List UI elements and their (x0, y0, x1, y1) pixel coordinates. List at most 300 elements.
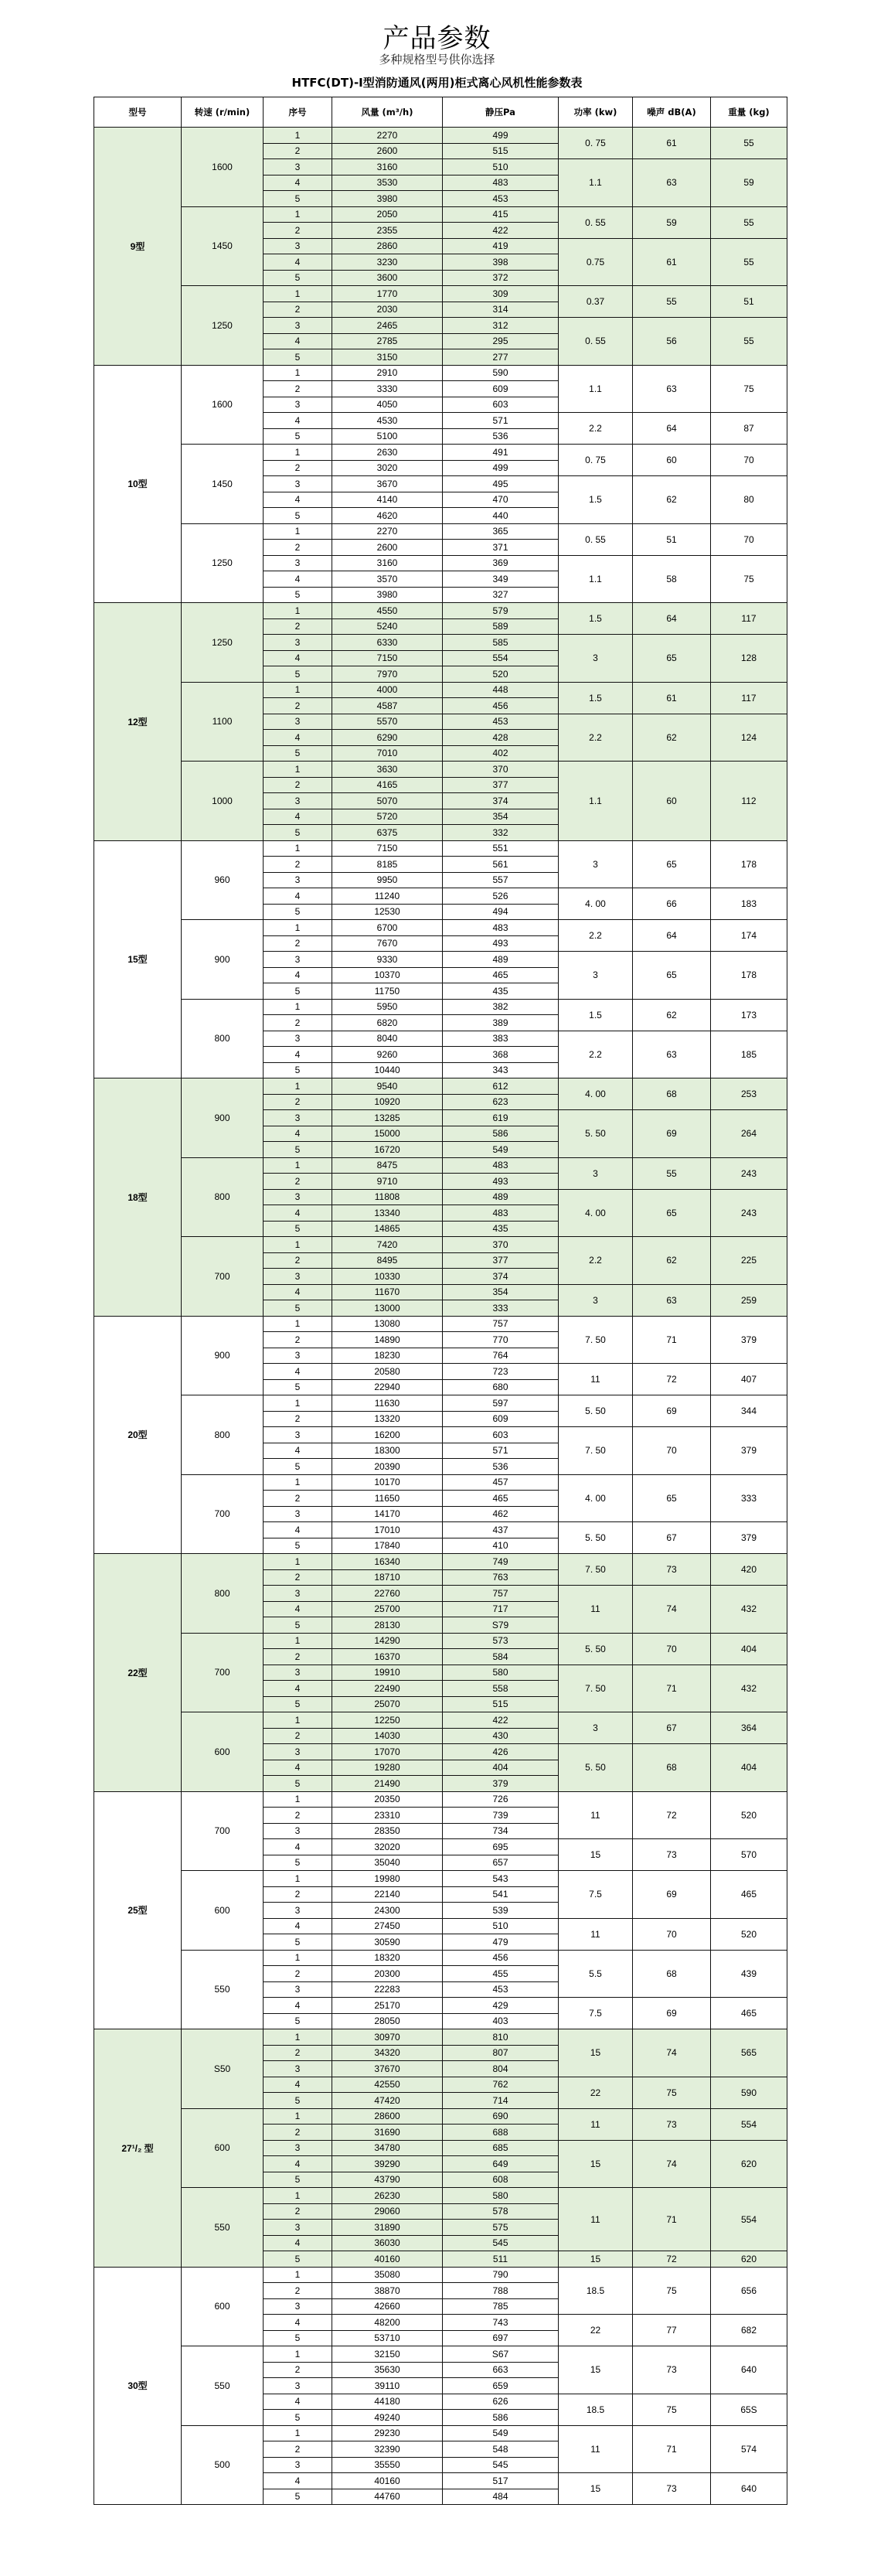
weight-cell: 432 (711, 1586, 787, 1634)
airflow-cell: 3980 (332, 587, 443, 603)
model-cell: 9型 (94, 128, 182, 366)
airflow-cell: 35080 (332, 2267, 443, 2283)
index-cell: 5 (264, 1300, 332, 1317)
airflow-cell: 22283 (332, 1981, 443, 1998)
power-cell: 22 (559, 2077, 633, 2108)
power-cell: 5. 50 (559, 1395, 633, 1427)
power-cell: 3 (559, 635, 633, 683)
airflow-cell: 6375 (332, 825, 443, 841)
weight-cell: 65S (711, 2394, 787, 2425)
noise-cell: 60 (633, 445, 711, 476)
weight-cell: 465 (711, 1871, 787, 1919)
speed-cell: 600 (182, 1871, 264, 1951)
airflow-cell: 4550 (332, 603, 443, 619)
airflow-cell: 25070 (332, 1696, 443, 1712)
index-cell: 2 (264, 2045, 332, 2061)
static-pressure-cell: S67 (443, 2346, 559, 2363)
index-cell: 3 (264, 2457, 332, 2473)
power-cell: 2.2 (559, 1031, 633, 1078)
speed-cell: 1250 (182, 523, 264, 603)
weight-cell: 55 (711, 206, 787, 238)
speed-cell: 900 (182, 1078, 264, 1158)
power-cell: 5.5 (559, 1950, 633, 1998)
index-cell: 2 (264, 1094, 332, 1110)
index-cell: 5 (264, 191, 332, 207)
index-cell: 5 (264, 745, 332, 762)
index-cell: 3 (264, 318, 332, 334)
power-cell: 4. 00 (559, 1078, 633, 1110)
static-pressure-cell: 435 (443, 983, 559, 1000)
static-pressure-cell: 657 (443, 1855, 559, 1871)
airflow-cell: 2465 (332, 318, 443, 334)
index-cell: 5 (264, 2093, 332, 2109)
speed-cell: 700 (182, 1237, 264, 1317)
power-cell: 7.5 (559, 1871, 633, 1919)
airflow-cell: 38870 (332, 2283, 443, 2299)
table-caption: HTFC(DT)-I型消防通风(两用)柜式离心风机性能参数表 (291, 76, 583, 90)
airflow-cell: 7150 (332, 650, 443, 666)
airflow-cell: 3630 (332, 762, 443, 778)
airflow-cell: 34320 (332, 2045, 443, 2061)
index-cell: 5 (264, 983, 332, 1000)
index-cell: 5 (264, 1221, 332, 1237)
table-row (94, 2188, 787, 2204)
airflow-cell: 9540 (332, 1078, 443, 1095)
noise-cell: 65 (633, 952, 711, 1000)
power-cell: 7. 50 (559, 1427, 633, 1475)
airflow-cell: 40160 (332, 2251, 443, 2268)
index-cell: 4 (264, 2235, 332, 2251)
static-pressure-cell: 312 (443, 318, 559, 334)
weight-cell: 55 (711, 128, 787, 159)
index-cell: 5 (264, 904, 332, 920)
static-pressure-cell: 762 (443, 2077, 559, 2093)
weight-cell: 174 (711, 920, 787, 952)
static-pressure-cell: 597 (443, 1395, 559, 1412)
weight-cell: 55 (711, 238, 787, 286)
weight-cell: 420 (711, 1554, 787, 1586)
static-pressure-cell: 585 (443, 635, 559, 651)
static-pressure-cell: 575 (443, 2220, 559, 2236)
static-pressure-cell: 743 (443, 2315, 559, 2331)
index-cell: 3 (264, 1110, 332, 1126)
airflow-cell: 31890 (332, 2220, 443, 2236)
airflow-cell: 7420 (332, 1237, 443, 1253)
index-cell: 1 (264, 1950, 332, 1966)
index-cell: 1 (264, 840, 332, 857)
airflow-cell: 23310 (332, 1808, 443, 1824)
index-cell: 1 (264, 1316, 332, 1332)
speed-cell: 1100 (182, 682, 264, 762)
static-pressure-cell: 690 (443, 2108, 559, 2125)
airflow-cell: 4620 (332, 508, 443, 524)
table-row (94, 2029, 787, 2046)
static-pressure-cell: 499 (443, 128, 559, 144)
static-pressure-cell: 494 (443, 904, 559, 920)
table-row (94, 999, 787, 1015)
index-cell: 1 (264, 920, 332, 936)
header-noise: 噪声 dB(A) (633, 97, 711, 128)
power-cell: 11 (559, 2108, 633, 2140)
index-cell: 4 (264, 1681, 332, 1697)
airflow-cell: 10170 (332, 1474, 443, 1491)
airflow-cell: 14865 (332, 1221, 443, 1237)
speed-cell: 960 (182, 840, 264, 920)
weight-cell: 173 (711, 999, 787, 1031)
static-pressure-cell: 580 (443, 1665, 559, 1681)
airflow-cell: 2030 (332, 302, 443, 318)
speed-cell: 600 (182, 2108, 264, 2188)
static-pressure-cell: 685 (443, 2140, 559, 2156)
noise-cell: 62 (633, 1237, 711, 1285)
weight-cell: 178 (711, 952, 787, 1000)
static-pressure-cell: 489 (443, 1189, 559, 1205)
airflow-cell: 28350 (332, 1823, 443, 1839)
weight-cell: 682 (711, 2315, 787, 2346)
table-row (94, 365, 787, 381)
static-pressure-cell: 456 (443, 1950, 559, 1966)
airflow-cell: 11240 (332, 888, 443, 905)
static-pressure-cell: 379 (443, 1776, 559, 1792)
static-pressure-cell: 495 (443, 476, 559, 492)
airflow-cell: 14890 (332, 1332, 443, 1348)
index-cell: 3 (264, 1348, 332, 1364)
static-pressure-cell: 586 (443, 2410, 559, 2426)
weight-cell: 620 (711, 2251, 787, 2268)
index-cell: 1 (264, 999, 332, 1015)
index-cell: 4 (264, 888, 332, 905)
power-cell: 0. 75 (559, 128, 633, 159)
speed-cell: 1000 (182, 762, 264, 841)
speed-cell: 1600 (182, 128, 264, 207)
static-pressure-cell: 354 (443, 809, 559, 825)
index-cell: 5 (264, 508, 332, 524)
static-pressure-cell: 536 (443, 428, 559, 445)
index-cell: 5 (264, 270, 332, 286)
index-cell: 4 (264, 2315, 332, 2331)
index-cell: 5 (264, 1776, 332, 1792)
index-cell: 1 (264, 2108, 332, 2125)
index-cell: 1 (264, 1712, 332, 1729)
static-pressure-cell: 649 (443, 2156, 559, 2172)
power-cell: 11 (559, 1364, 633, 1395)
static-pressure-cell: 372 (443, 270, 559, 286)
static-pressure-cell: 578 (443, 2203, 559, 2220)
airflow-cell: 3330 (332, 381, 443, 397)
noise-cell: 68 (633, 1950, 711, 1998)
static-pressure-cell: 377 (443, 777, 559, 793)
static-pressure-cell: 554 (443, 650, 559, 666)
noise-cell: 74 (633, 2140, 711, 2188)
table-row (94, 445, 787, 461)
weight-cell: 264 (711, 1110, 787, 1158)
table-row (94, 1633, 787, 1649)
airflow-cell: 9950 (332, 872, 443, 888)
airflow-cell: 7970 (332, 666, 443, 683)
static-pressure-cell: 422 (443, 223, 559, 239)
airflow-cell: 3600 (332, 270, 443, 286)
airflow-cell: 13320 (332, 1411, 443, 1427)
airflow-cell: 3160 (332, 159, 443, 175)
power-cell: 0. 55 (559, 523, 633, 555)
table-row (94, 840, 787, 857)
index-cell: 2 (264, 143, 332, 159)
static-pressure-cell: 584 (443, 1649, 559, 1665)
power-cell: 4. 00 (559, 1189, 633, 1237)
index-cell: 4 (264, 809, 332, 825)
airflow-cell: 9260 (332, 1047, 443, 1063)
noise-cell: 60 (633, 762, 711, 841)
weight-cell: 112 (711, 762, 787, 841)
noise-cell: 64 (633, 603, 711, 635)
airflow-cell: 43790 (332, 2172, 443, 2188)
airflow-cell: 2600 (332, 540, 443, 556)
noise-cell: 61 (633, 128, 711, 159)
power-cell: 0. 55 (559, 206, 633, 238)
power-cell: 15 (559, 2473, 633, 2505)
weight-cell: 75 (711, 365, 787, 413)
airflow-cell: 16370 (332, 1649, 443, 1665)
index-cell: 2 (264, 1886, 332, 1903)
power-cell: 0.37 (559, 286, 633, 318)
weight-cell: 55 (711, 318, 787, 366)
power-cell: 15 (559, 2251, 633, 2268)
static-pressure-cell: 770 (443, 1332, 559, 1348)
weight-cell: 379 (711, 1316, 787, 1364)
index-cell: 2 (264, 935, 332, 952)
power-cell: 15 (559, 1839, 633, 1871)
index-cell: 2 (264, 540, 332, 556)
model-cell: 12型 (94, 603, 182, 841)
noise-cell: 74 (633, 2029, 711, 2077)
index-cell: 2 (264, 1332, 332, 1348)
power-cell: 1.1 (559, 555, 633, 603)
weight-cell: 80 (711, 476, 787, 524)
header-power: 功率 (kw) (559, 97, 633, 128)
index-cell: 1 (264, 1157, 332, 1174)
weight-cell: 124 (711, 714, 787, 762)
airflow-cell: 5100 (332, 428, 443, 445)
airflow-cell: 13000 (332, 1300, 443, 1317)
power-cell: 1.1 (559, 365, 633, 413)
airflow-cell: 4000 (332, 682, 443, 698)
index-cell: 4 (264, 2156, 332, 2172)
weight-cell: 259 (711, 1284, 787, 1316)
static-pressure-cell: 541 (443, 1886, 559, 1903)
airflow-cell: 15000 (332, 1126, 443, 1142)
static-pressure-cell: 349 (443, 571, 559, 588)
static-pressure-cell: 371 (443, 540, 559, 556)
static-pressure-cell: 374 (443, 1269, 559, 1285)
speed-cell: 550 (182, 1950, 264, 2029)
power-cell: 5. 50 (559, 1110, 633, 1158)
weight-cell: 344 (711, 1395, 787, 1427)
static-pressure-cell: 723 (443, 1364, 559, 1380)
weight-cell: 87 (711, 413, 787, 445)
noise-cell: 65 (633, 1189, 711, 1237)
static-pressure-cell: 368 (443, 1047, 559, 1063)
index-cell: 5 (264, 1142, 332, 1158)
index-cell: 2 (264, 460, 332, 476)
static-pressure-cell: 435 (443, 1221, 559, 1237)
static-pressure-cell: 520 (443, 666, 559, 683)
power-cell: 4. 00 (559, 888, 633, 920)
static-pressure-cell: 757 (443, 1586, 559, 1602)
index-cell: 1 (264, 523, 332, 540)
index-cell: 2 (264, 302, 332, 318)
power-cell: 1.5 (559, 603, 633, 635)
airflow-cell: 4050 (332, 397, 443, 413)
static-pressure-cell: 545 (443, 2235, 559, 2251)
index-cell: 2 (264, 2203, 332, 2220)
table-row (94, 1554, 787, 1570)
static-pressure-cell: 545 (443, 2457, 559, 2473)
model-cell: 25型 (94, 1791, 182, 2029)
index-cell: 1 (264, 1633, 332, 1649)
static-pressure-cell: 440 (443, 508, 559, 524)
index-cell: 4 (264, 254, 332, 271)
weight-cell: 574 (711, 2425, 787, 2473)
airflow-cell: 10370 (332, 967, 443, 983)
power-cell: 1.1 (559, 762, 633, 841)
weight-cell: 379 (711, 1522, 787, 1554)
power-cell: 22 (559, 2315, 633, 2346)
noise-cell: 70 (633, 1427, 711, 1475)
airflow-cell: 28130 (332, 1617, 443, 1634)
speed-cell: 700 (182, 1633, 264, 1712)
index-cell: 2 (264, 1728, 332, 1744)
table-row (94, 2267, 787, 2283)
power-cell: 1.5 (559, 999, 633, 1031)
airflow-cell: 1770 (332, 286, 443, 302)
airflow-cell: 32390 (332, 2441, 443, 2458)
airflow-cell: 11650 (332, 1491, 443, 1507)
static-pressure-cell: 429 (443, 1998, 559, 2014)
static-pressure-cell: 327 (443, 587, 559, 603)
airflow-cell: 53710 (332, 2330, 443, 2346)
noise-cell: 51 (633, 523, 711, 555)
index-cell: 4 (264, 1284, 332, 1300)
static-pressure-cell: 757 (443, 1316, 559, 1332)
noise-cell: 71 (633, 1316, 711, 1364)
static-pressure-cell: 790 (443, 2267, 559, 2283)
weight-cell: 554 (711, 2108, 787, 2140)
static-pressure-cell: 493 (443, 935, 559, 952)
index-cell: 4 (264, 333, 332, 349)
noise-cell: 63 (633, 1284, 711, 1316)
index-cell: 4 (264, 1918, 332, 1934)
static-pressure-cell: 511 (443, 2251, 559, 2268)
index-cell: 1 (264, 603, 332, 619)
weight-cell: 243 (711, 1157, 787, 1189)
static-pressure-cell: 609 (443, 1411, 559, 1427)
weight-cell: 465 (711, 1998, 787, 2029)
noise-cell: 70 (633, 1633, 711, 1665)
model-cell: 27¹/₂ 型 (94, 2029, 182, 2268)
index-cell: 1 (264, 1474, 332, 1491)
weight-cell: 520 (711, 1918, 787, 1950)
static-pressure-cell: 603 (443, 397, 559, 413)
index-cell: 3 (264, 1586, 332, 1602)
noise-cell: 73 (633, 2108, 711, 2140)
index-cell: 1 (264, 206, 332, 223)
static-pressure-cell: 398 (443, 254, 559, 271)
index-cell: 5 (264, 1934, 332, 1951)
index-cell: 5 (264, 587, 332, 603)
airflow-cell: 42550 (332, 2077, 443, 2093)
noise-cell: 58 (633, 555, 711, 603)
noise-cell: 63 (633, 159, 711, 207)
weight-cell: 70 (711, 523, 787, 555)
static-pressure-cell: 465 (443, 967, 559, 983)
index-cell: 1 (264, 2267, 332, 2283)
index-cell: 2 (264, 1252, 332, 1269)
airflow-cell: 5570 (332, 714, 443, 730)
index-cell: 4 (264, 2394, 332, 2410)
table-row (94, 286, 787, 302)
index-cell: 5 (264, 2330, 332, 2346)
table-row (94, 523, 787, 540)
index-cell: 3 (264, 872, 332, 888)
weight-cell: 565 (711, 2029, 787, 2077)
static-pressure-cell: 603 (443, 1427, 559, 1443)
airflow-cell: 32020 (332, 1839, 443, 1855)
power-cell: 4. 00 (559, 1474, 633, 1522)
index-cell: 3 (264, 1189, 332, 1205)
static-pressure-cell: 763 (443, 1569, 559, 1586)
noise-cell: 61 (633, 238, 711, 286)
index-cell: 5 (264, 349, 332, 366)
airflow-cell: 5240 (332, 618, 443, 635)
static-pressure-cell: 277 (443, 349, 559, 366)
airflow-cell: 16720 (332, 1142, 443, 1158)
weight-cell: 117 (711, 603, 787, 635)
noise-cell: 74 (633, 1586, 711, 1634)
speed-cell: 800 (182, 1554, 264, 1634)
index-cell: 2 (264, 2283, 332, 2299)
index-cell: 4 (264, 492, 332, 508)
header-weight: 重量 (kg) (711, 97, 787, 128)
static-pressure-cell: 561 (443, 857, 559, 873)
noise-cell: 63 (633, 365, 711, 413)
airflow-cell: 22490 (332, 1681, 443, 1697)
static-pressure-cell: 354 (443, 1284, 559, 1300)
index-cell: 4 (264, 1839, 332, 1855)
index-cell: 2 (264, 2362, 332, 2378)
static-pressure-cell: 374 (443, 793, 559, 809)
static-pressure-cell: 515 (443, 143, 559, 159)
noise-cell: 69 (633, 1998, 711, 2029)
static-pressure-cell: 377 (443, 1252, 559, 1269)
static-pressure-cell: 580 (443, 2188, 559, 2204)
index-cell: 2 (264, 1015, 332, 1031)
weight-cell: 404 (711, 1744, 787, 1792)
airflow-cell: 3670 (332, 476, 443, 492)
weight-cell: 590 (711, 2077, 787, 2108)
static-pressure-cell: 548 (443, 2441, 559, 2458)
noise-cell: 68 (633, 1078, 711, 1110)
power-cell: 15 (559, 2346, 633, 2394)
static-pressure-cell: 810 (443, 2029, 559, 2046)
weight-cell: 225 (711, 1237, 787, 1285)
index-cell: 1 (264, 1554, 332, 1570)
index-cell: 3 (264, 714, 332, 730)
static-pressure-cell: 517 (443, 2473, 559, 2489)
power-cell: 18.5 (559, 2394, 633, 2425)
table-row (94, 1237, 787, 1253)
noise-cell: 73 (633, 2346, 711, 2394)
airflow-cell: 2910 (332, 365, 443, 381)
